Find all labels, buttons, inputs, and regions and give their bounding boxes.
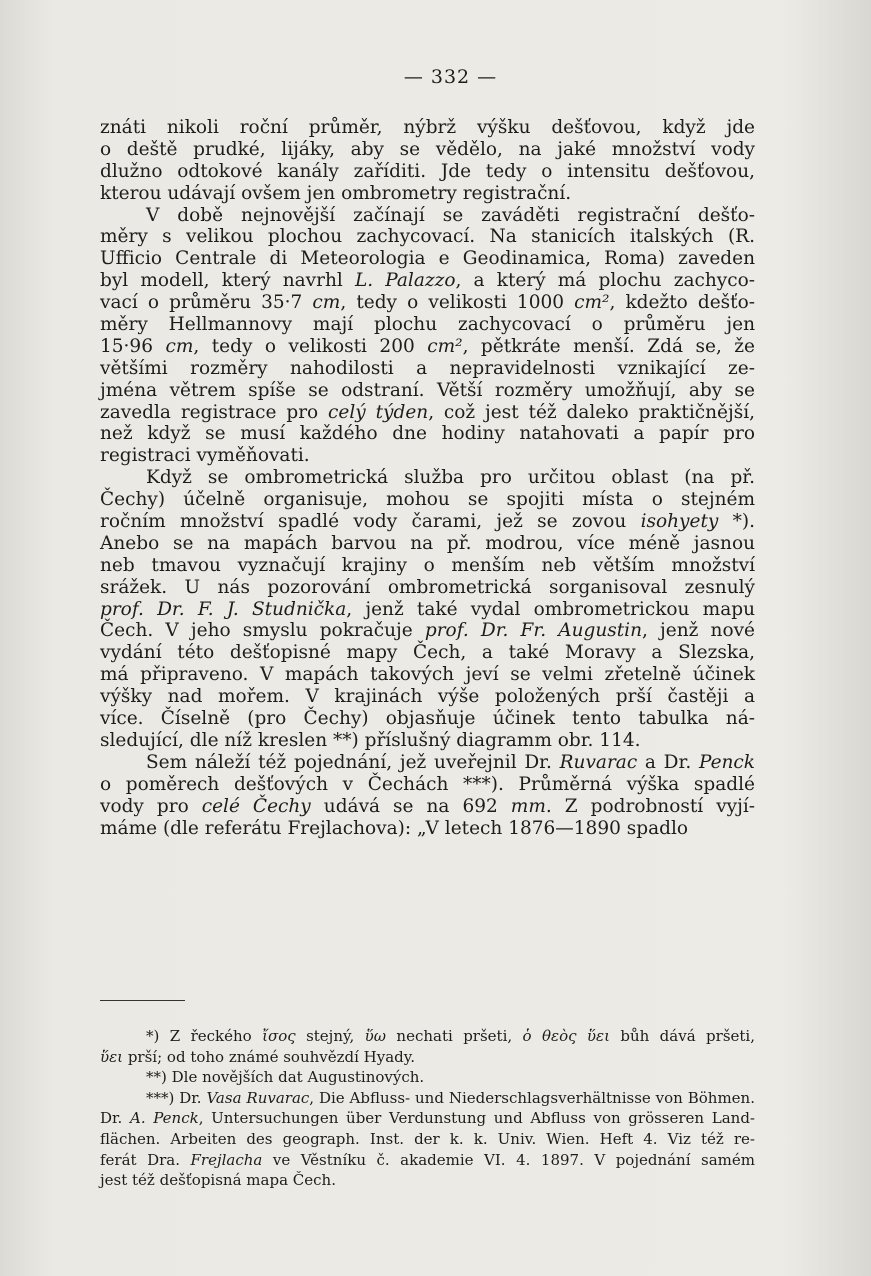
- text-line: [100, 205, 755, 227]
- text-segment: , což jest též daleko praktičnější,: [428, 401, 755, 423]
- text-line: [100, 139, 755, 161]
- text-segment: ve Věstníku č. akademie VI. 4. 1897. V pojednání samém: [262, 1150, 755, 1169]
- text-line: [100, 117, 755, 139]
- text-segment: registraci vyměňovati.: [100, 445, 310, 467]
- italic-text: ὕει: [100, 1047, 124, 1066]
- text-segment: srážek. U nás pozorování ombrometrická sorganisoval zesnulý: [100, 576, 755, 598]
- italic-text: Frejlacha: [190, 1150, 263, 1169]
- text-line: [100, 533, 755, 555]
- italic-text: L. Palazzo: [354, 270, 456, 292]
- text-line: [100, 445, 755, 467]
- text-segment: Když se ombrometrická služba pro určitou oblast (na př.: [146, 467, 755, 489]
- italic-text: ὕω: [364, 1027, 387, 1045]
- text-segment: flächen. Arbeiten des geograph. Inst. der k. k. Univ. Wien. Heft 4. Viz též re-: [100, 1129, 755, 1148]
- italic-text: Ruvarac: [559, 751, 638, 773]
- text-line: [100, 358, 755, 380]
- text-segment: Čechy) účelně organisuje, mohou se spojiti místa o stejném: [100, 489, 755, 511]
- text-segment: Dr.: [100, 1109, 130, 1128]
- text-segment: ferát Dra.: [100, 1150, 191, 1169]
- paragraph: [100, 205, 755, 468]
- text-line: [100, 708, 755, 730]
- text-segment: vydání této dešťopisné mapy Čech, a také Moravy a Slezska,: [100, 642, 755, 664]
- text-line: [100, 1150, 755, 1171]
- footnotes: [100, 1026, 755, 1191]
- text-segment: většími rozměry nahodilosti a nepravidelnosti vznikající ze-: [100, 357, 755, 379]
- italic-text: celý týden: [328, 401, 429, 423]
- text-segment: V době nejnovější začínají se zaváděti registrační dešťo-: [146, 204, 755, 226]
- text-segment: než když se musí každého dne hodiny natahovati a papír pro: [100, 423, 755, 445]
- page-number: — 332 —: [403, 66, 498, 88]
- text-line: [100, 577, 755, 599]
- text-line: [100, 818, 755, 840]
- text-segment: byl modell, který navrhl: [100, 270, 355, 292]
- paragraph: [100, 117, 755, 205]
- text-line: [100, 664, 755, 686]
- text-segment: , pětkráte menší. Zdá se, že: [462, 335, 756, 357]
- text-segment: kterou udávají ovšem jen ombrometry registrační.: [100, 182, 572, 204]
- text-segment: *) Z řeckého: [146, 1027, 263, 1045]
- text-segment: , a který má plochu zachyco-: [455, 270, 755, 292]
- italic-text: mm: [510, 795, 546, 817]
- text-line: [100, 752, 755, 774]
- text-segment: udává se na 692: [310, 795, 511, 817]
- text-segment: znáti nikoli roční průměr, nýbrž výšku dešťovou, když jde: [100, 117, 755, 138]
- text-line: [100, 336, 755, 358]
- text-line: [100, 686, 755, 708]
- text-line: [100, 1088, 755, 1109]
- text-segment: , kdežto dešťo-: [609, 292, 755, 314]
- text-line: [100, 467, 755, 489]
- text-line: [100, 642, 755, 664]
- text-segment: ročním množství spadlé vody čarami, jež se zovou: [100, 511, 641, 533]
- text-segment: Anebo se na mapách barvou na př. modrou, více méně jasnou: [100, 532, 755, 554]
- footnote: [100, 1088, 755, 1191]
- text-segment: Sem náleží též pojednání, jež uveřejnil Dr.: [146, 751, 560, 773]
- text-segment: sledující, dle níž kreslen **) příslušný diagramm obr. 114.: [100, 729, 641, 751]
- italic-text: isohyety: [640, 511, 719, 533]
- text-segment: o poměrech dešťových v Čechách ***). Průměrná výška spadlé: [100, 773, 755, 795]
- text-segment: neb tmavou vyznačují krajiny o menším neb větším množství: [100, 554, 755, 576]
- footnote: [100, 1067, 755, 1088]
- text-segment: o deště prudké, lijáky, aby se vědělo, na jaké množství vody: [100, 138, 755, 160]
- text-segment: více. Číselně (pro Čechy) objasňuje účinek tento tabulka ná-: [100, 708, 755, 730]
- italic-text: prof. Dr. F. J. Studnička: [100, 598, 347, 620]
- text-segment: , jenž také vydal ombrometrickou mapu: [346, 598, 756, 620]
- text-line: [100, 1067, 755, 1088]
- italic-text: cm: [312, 292, 341, 314]
- italic-text: A. Penck: [129, 1109, 199, 1128]
- text-segment: . Z podrobností vyjí-: [545, 795, 756, 817]
- text-line: [100, 599, 755, 621]
- italic-text: ὁ θεὸς ὕει: [522, 1027, 610, 1045]
- text-line: [100, 402, 755, 424]
- italic-text: celé Čechy: [201, 795, 311, 817]
- text-line: [100, 511, 755, 533]
- text-segment: , tedy o velikosti 1000: [340, 292, 575, 314]
- text-segment: vody pro: [100, 795, 202, 817]
- text-segment: *).: [718, 511, 755, 533]
- text-line: [100, 796, 755, 818]
- text-segment: , jenž nové: [642, 620, 755, 642]
- italic-text: Vasa Ruvarac: [206, 1088, 310, 1107]
- text-segment: 15·96: [100, 335, 166, 357]
- text-segment: prší; od toho známé souhvězdí Hyady.: [123, 1047, 416, 1066]
- text-segment: **) Dle novějších dat Augustinových.: [146, 1068, 425, 1087]
- italic-text: cm: [165, 335, 194, 357]
- text-segment: zavedla registrace pro: [100, 401, 329, 423]
- text-line: [100, 489, 755, 511]
- text-line: [100, 183, 755, 205]
- text-segment: Ufficio Centrale di Meteorologia e Geodinamica, Roma) zaveden: [100, 248, 755, 270]
- text-line: [100, 1129, 755, 1150]
- text-segment: bůh dává pršeti,: [609, 1027, 755, 1045]
- text-segment: nechati pršeti,: [386, 1027, 523, 1045]
- text-line: [100, 730, 755, 752]
- text-segment: , Die Abfluss- und Niederschlagsverhältnisse von Böhmen.: [309, 1088, 755, 1107]
- text-line: [100, 314, 755, 336]
- text-segment: , tedy o velikosti 200: [193, 335, 428, 357]
- text-segment: měry Hellmannovy mají plochu zachycovací o průměru jen: [100, 314, 755, 336]
- italic-text: ἴσος: [262, 1027, 296, 1045]
- text-line: [100, 292, 755, 314]
- text-segment: měry s velikou plochou zachycovací. Na stanicích italských (R.: [100, 226, 755, 248]
- text-segment: vací o průměru 35·7: [100, 292, 313, 314]
- text-segment: a Dr.: [637, 751, 699, 773]
- text-segment: má připraveno. V mapách takových jeví se velmi zřetelně účinek: [100, 664, 755, 686]
- text-segment: máme (dle referátu Frejlachova): „V letech 1876—1890 spadlo: [100, 817, 688, 839]
- text-line: [100, 226, 755, 248]
- text-segment: stejný,: [295, 1027, 365, 1045]
- text-line: [100, 248, 755, 270]
- italic-text: cm²: [427, 335, 463, 357]
- text-segment: výšky nad mořem. V krajinách výše položených prší častěji a: [100, 686, 755, 708]
- text-line: [100, 1108, 755, 1129]
- text-line: [100, 1026, 755, 1047]
- text-segment: ***) Dr.: [146, 1088, 207, 1107]
- text-line: [100, 774, 755, 796]
- italic-text: cm²: [574, 292, 610, 314]
- italic-text: Penck: [698, 751, 756, 773]
- text-line: [100, 270, 755, 292]
- text-line: [100, 555, 755, 577]
- text-segment: jest též dešťopisná mapa Čech.: [100, 1171, 336, 1190]
- text-line: [100, 1047, 755, 1068]
- text-segment: jména větrem spíše se odstraní. Větší rozměry umožňují, aby se: [100, 379, 755, 401]
- paragraph: [100, 752, 755, 840]
- text-line: [100, 380, 755, 402]
- text-line: [100, 161, 755, 183]
- text-line: [100, 1170, 755, 1191]
- paragraph: [100, 467, 755, 752]
- footnote: [100, 1026, 755, 1067]
- text-segment: dlužno odtokové kanály zaříditi. Jde tedy o intensitu dešťovou,: [100, 160, 755, 182]
- text-segment: , Untersuchungen über Verdunstung und Abfluss von grösseren Land-: [198, 1109, 755, 1128]
- text-line: [100, 423, 755, 445]
- text-segment: Čech. V jeho smyslu pokračuje: [100, 620, 425, 642]
- text-line: [100, 620, 755, 642]
- body-text: [100, 117, 755, 839]
- footnote-divider: [100, 1000, 185, 1001]
- italic-text: prof. Dr. Fr. Augustin: [424, 620, 643, 642]
